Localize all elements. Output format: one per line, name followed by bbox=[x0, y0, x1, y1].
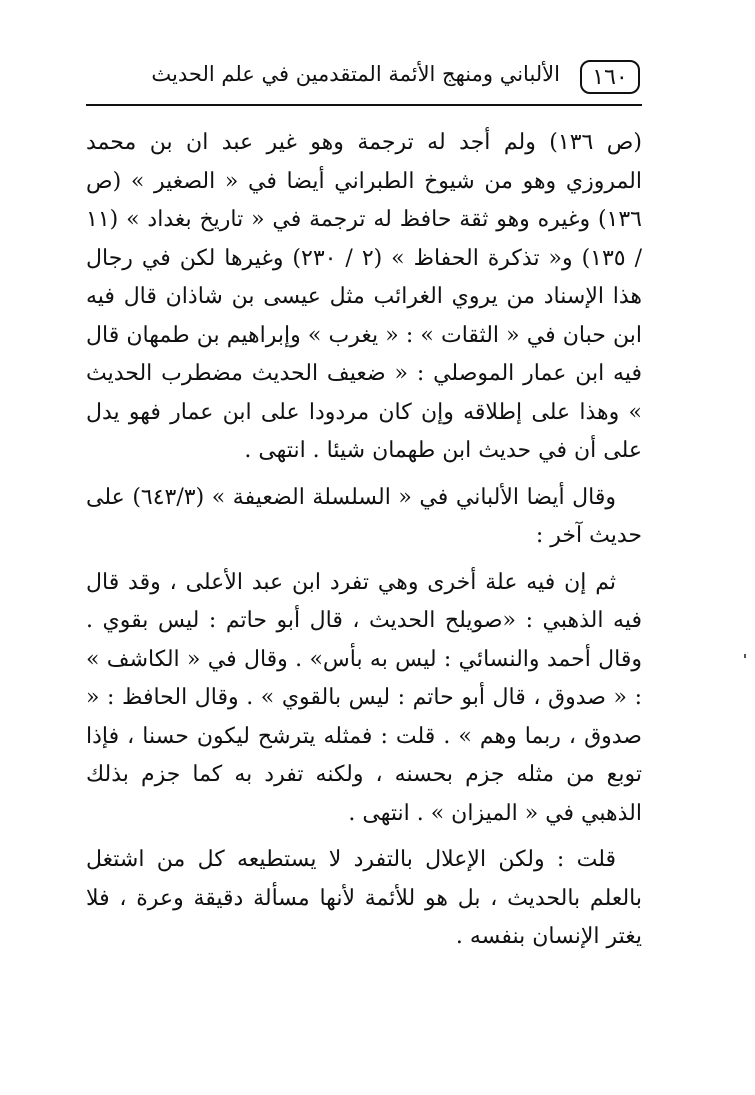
paragraph-1: (ص ١٣٦) ولم أجد له ترجمة وهو غير عبد ان بن محمد المروزي وهو من شيوخ الطبراني أيضا في « الصغير » (ص ١٣٦) وغيره وهو ثقة حافظ له ترجمة في « تاريخ بغداد » (١١ / ١٣٥) و« تذكرة الحفاظ » (٢ / ٢٣٠) وغيرها لكن في رجال هذا الإسناد من يروي الغرائب مثل عيسى بن شاذان قال فيه ابن حبان في « الثقات » : « يغرب » وإبراهيم بن طمهان قال فيه ابن عمار الموصلي : « ضعيف الحديث مضطرب الحديث » وهذا على إطلاقه وإن كان مردودا على ابن عمار فهو يدل على أن في حديث ابن طهمان شيئا . انتهى . bbox=[86, 130, 642, 463]
running-title: الألباني ومنهج الأئمة المتقدمين في علم الحديث bbox=[151, 62, 560, 86]
paragraph-3: ثم إن فيه علة أخرى وهي تفرد ابن عبد الأعلى ، وقد قال فيه الذهبي : «صويلح الحديث ، قال أبو حاتم : ليس بقوي . وقال أحمد والنسائي : ليس به بأس» . وقال في « الكاشف » : « صدوق ، قال أبو حاتم : ليس بالقوي » . وقال الحافظ : « صدوق ، ربما وهم » . قلت : فمثله يترشح ليكون حسنا ، فإذا توبع من مثله جزم بحسنه ، ولكنه تفرد به كما جزم بذلك الذهبي في « الميزان » . انتهى . bbox=[86, 569, 642, 826]
paragraph-4: قلت : ولكن الإعلال بالتفرد لا يستطيعه كل من اشتغل بالعلم بالحديث ، بل هو للأئمة لأنها مسألة دقيقة وعرة ، فلا يغتر الإنسان بنفسه . bbox=[86, 847, 642, 949]
header-divider bbox=[86, 104, 642, 106]
main-text bbox=[86, 124, 642, 957]
paragraph-2: وقال أيضا الألباني في « السلسلة الضعيفة » (٦٤٣/٣) على حديث آخر : bbox=[86, 484, 642, 548]
page-number: ١٦٠ bbox=[580, 60, 640, 94]
scan-mark bbox=[744, 654, 746, 658]
page-header bbox=[86, 58, 642, 102]
